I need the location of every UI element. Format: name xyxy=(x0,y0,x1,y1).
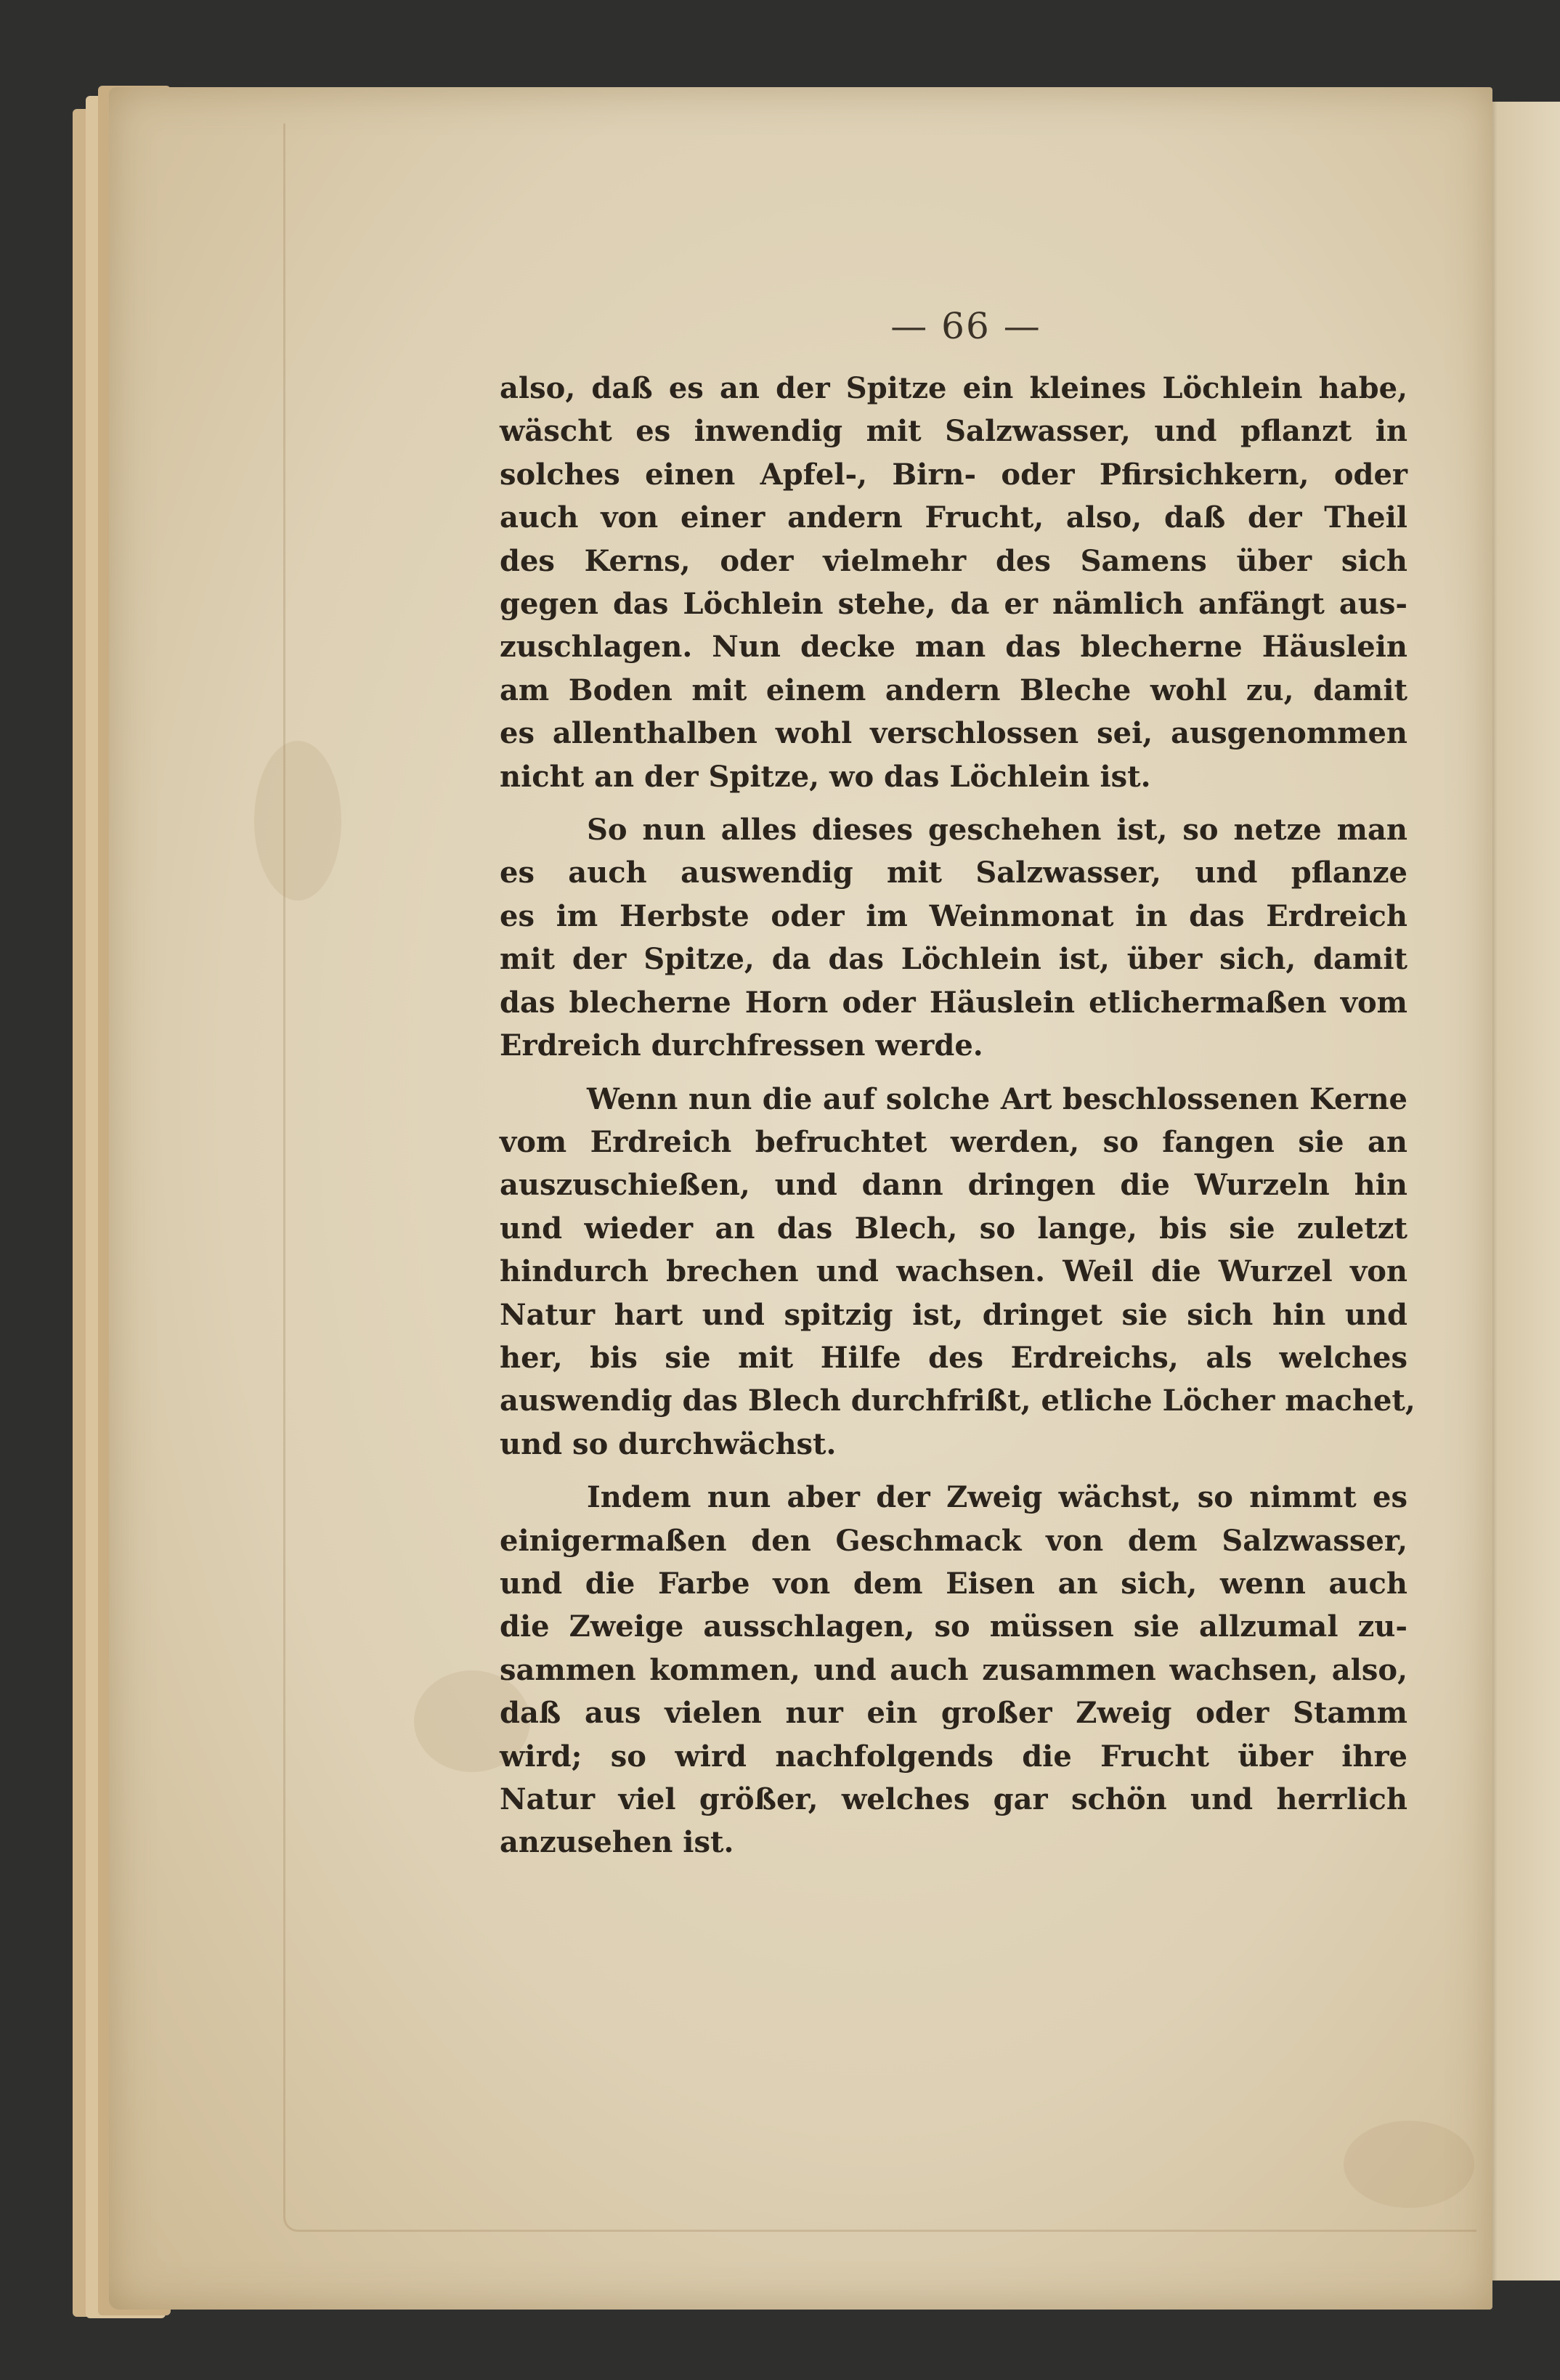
body-text xyxy=(500,367,1415,1875)
text-line: auch von einer andern Frucht, also, daß der Theil xyxy=(500,500,1407,535)
text-line: auszuschießen, und dann dringen die Wurzeln hin xyxy=(500,1168,1407,1203)
text-line: hindurch brechen und wachsen. Weil die Wurzel von xyxy=(500,1254,1407,1289)
text-line: Natur hart und spitzig ist, dringet sie sich hin und xyxy=(500,1297,1407,1332)
paragraph xyxy=(500,367,1407,798)
text-line: des Kerns, oder vielmehr des Samens über sich xyxy=(500,543,1407,578)
text-line: es im Herbste oder im Weinmonat in das Erdreich xyxy=(500,898,1407,933)
text-line: Natur viel größer, welches gar schön und herrlich xyxy=(500,1782,1407,1816)
paragraph xyxy=(500,1476,1407,1864)
paragraph xyxy=(500,808,1407,1067)
text-line: auswendig das Blech durchfrißt, etliche Löcher machet, xyxy=(500,1384,1415,1418)
paragraph xyxy=(500,1078,1415,1466)
text-line: solches einen Apfel-, Birn- oder Pfirsichkern, oder xyxy=(500,457,1407,492)
page-number: — 66 — xyxy=(890,305,1041,347)
text-line: anzusehen ist. xyxy=(500,1825,734,1860)
text-line: Erdreich durchfressen werde. xyxy=(500,1028,983,1063)
text-line: mit der Spitze, da das Löchlein ist, über sich, damit xyxy=(500,942,1407,977)
text-line: einigermaßen den Geschmack von dem Salzwasser, xyxy=(500,1523,1407,1558)
text-line: daß aus vielen nur ein großer Zweig oder Stamm xyxy=(500,1696,1407,1731)
text-line: die Zweige ausschlagen, so müssen sie allzumal zu- xyxy=(500,1609,1407,1644)
text-line: zuschlagen. Nun decke man das blecherne Häuslein xyxy=(500,630,1407,665)
text-line: Indem nun aber der Zweig wächst, so nimmt es xyxy=(587,1480,1407,1515)
text-line: also, daß es an der Spitze ein kleines Löchlein habe, xyxy=(500,371,1407,405)
text-line: vom Erdreich befruchtet werden, so fangen sie an xyxy=(500,1124,1407,1159)
text-line: gegen das Löchlein stehe, da er nämlich anfängt aus- xyxy=(500,587,1407,622)
text-line: So nun alles dieses geschehen ist, so netze man xyxy=(587,813,1407,848)
text-line: wird; so wird nachfolgends die Frucht über ihre xyxy=(500,1739,1407,1774)
text-line: wäscht es inwendig mit Salzwasser, und pflanzt in xyxy=(500,414,1407,449)
text-line: nicht an der Spitze, wo das Löchlein ist. xyxy=(500,759,1151,794)
text-line: das blecherne Horn oder Häuslein etlichermaßen vom xyxy=(500,985,1407,1020)
text-line: Wenn nun die auf solche Art beschlossenen Kerne xyxy=(587,1081,1407,1116)
text-line: und so durchwächst. xyxy=(500,1426,837,1461)
text-line: sammen kommen, und auch zusammen wachsen, also, xyxy=(500,1652,1407,1687)
text-line: es allenthalben wohl verschlossen sei, ausgenommen xyxy=(500,716,1407,751)
facing-page-edge xyxy=(1482,102,1560,2281)
text-line: her, bis sie mit Hilfe des Erdreichs, als welches xyxy=(500,1340,1407,1375)
text-line: und die Farbe von dem Eisen an sich, wenn auch xyxy=(500,1566,1407,1601)
text-line: am Boden mit einem andern Bleche wohl zu, damit xyxy=(500,673,1407,707)
text-line: und wieder an das Blech, so lange, bis sie zuletzt xyxy=(500,1211,1407,1246)
text-line: es auch auswendig mit Salzwasser, und pflanze xyxy=(500,856,1407,890)
